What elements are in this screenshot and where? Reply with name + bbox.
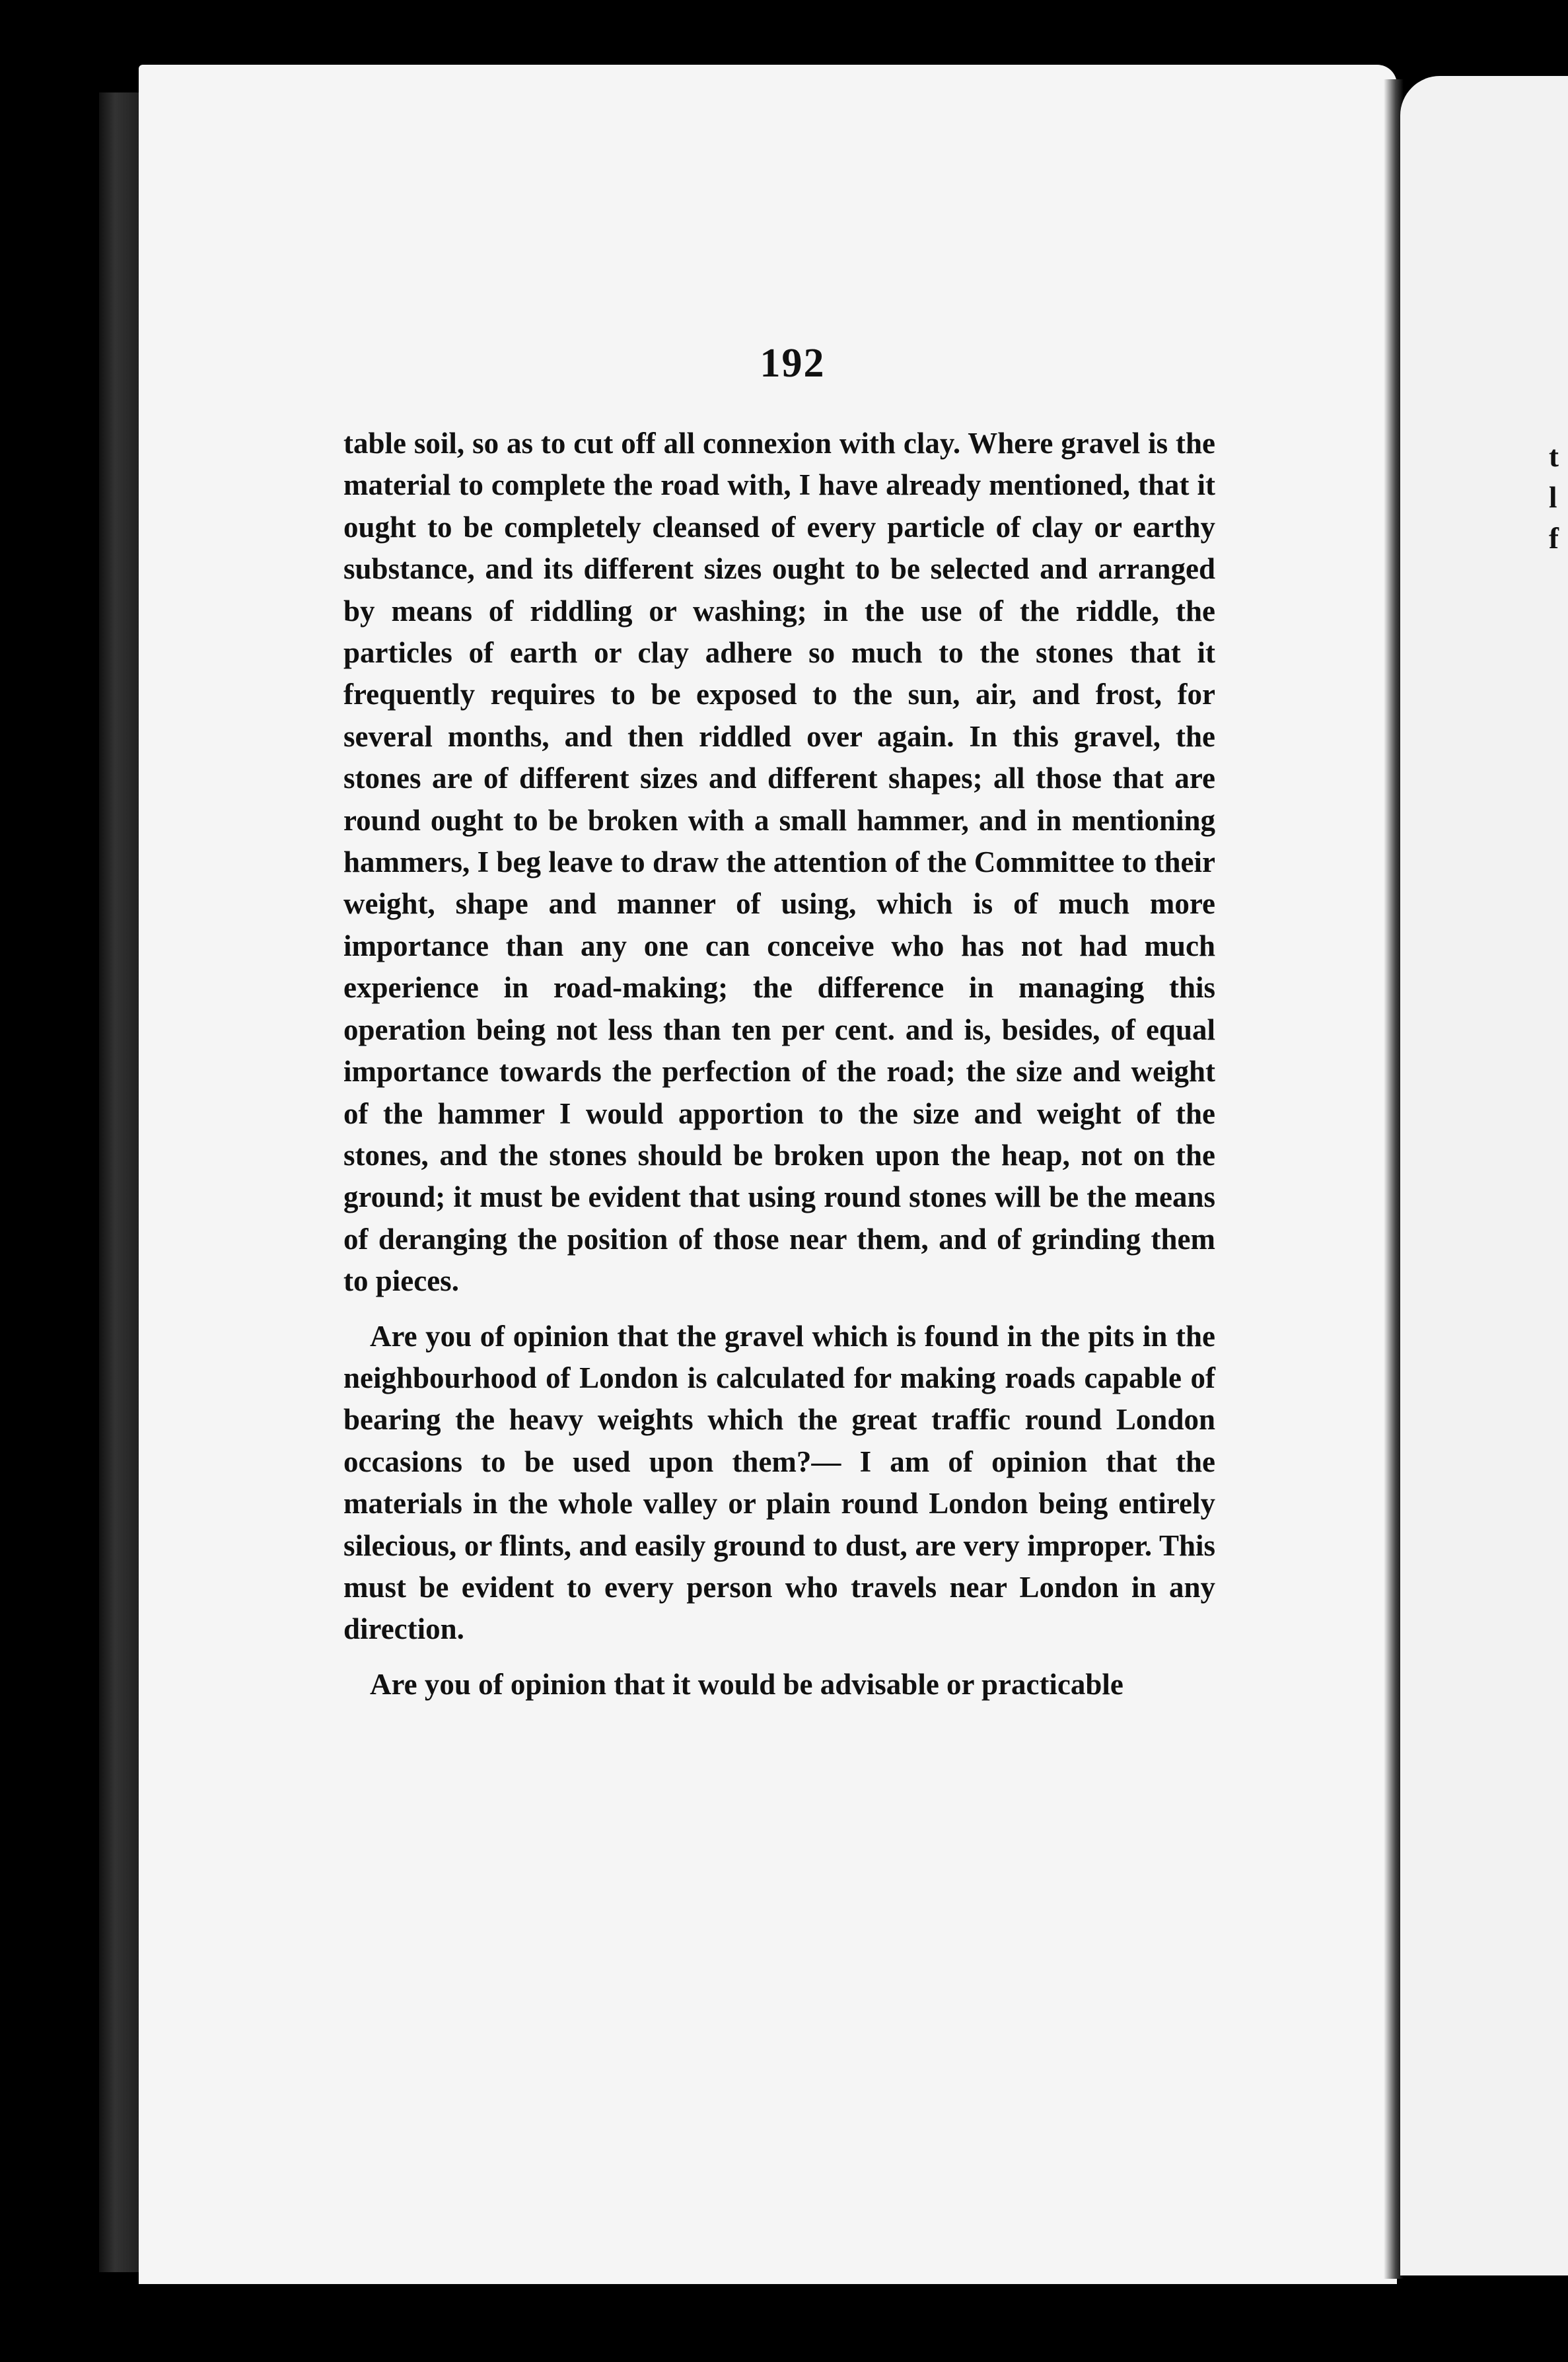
paragraph-question-advisable: Are you of opinion that it would be advisable or practicable [370, 1667, 1123, 1701]
facing-page [1400, 76, 1568, 2275]
paragraph-question-gravel: Are you of opinion that the gravel which is found in the pits in the neighbourhood of London is calculated for making roads capable of bearing the heavy weights which the great traffic round London occasions to be used upon them?— I am of opinion that the materials in the whole valley or plain round London being entirely silecious, or flints, and easily ground to dust, are very improper. This must be evident to every person who travels near London in any direction. [343, 1319, 1215, 1646]
body-text [343, 423, 1215, 1705]
facing-fragment: l [1549, 481, 1557, 514]
page-edge-shadow [99, 92, 139, 2272]
page-number: 192 [760, 341, 826, 386]
facing-page-text-fragments [1549, 436, 1568, 559]
facing-fragment: t [1549, 440, 1559, 473]
paragraph-continuation: table soil, so as to cut off all connexion with clay. Where gravel is the material to complete the road with, I have already mentioned, that it ought to be completely cleansed of every particle of clay or earthy substance, and its different sizes ought to be selected and arranged by means of riddling or washing; in the use of the riddle, the particles of earth or clay adhere so much to the stones that it frequently requires to be exposed to the sun, air, and frost, for several months, and then riddled over again. In this gravel, the stones are of different sizes and different shapes; all those that are round ought to be broken with a small hammer, and in mentioning hammers, I beg leave to draw the attention of the Committee to their weight, shape and manner of using, which is of much more importance than any one can conceive who has not had much experience in road-making; the difference in managing this operation being not less than ten per cent. and is, besides, of equal importance towards the perfection of the road; the size and weight of the hammer I would apportion to the size and weight of the stones, and the stones should be broken upon the heap, not on the ground; it must be evident that using round stones will be the means of deranging the position of those near them, and of grinding them to pieces. [343, 427, 1215, 1298]
facing-fragment: f [1549, 522, 1559, 555]
